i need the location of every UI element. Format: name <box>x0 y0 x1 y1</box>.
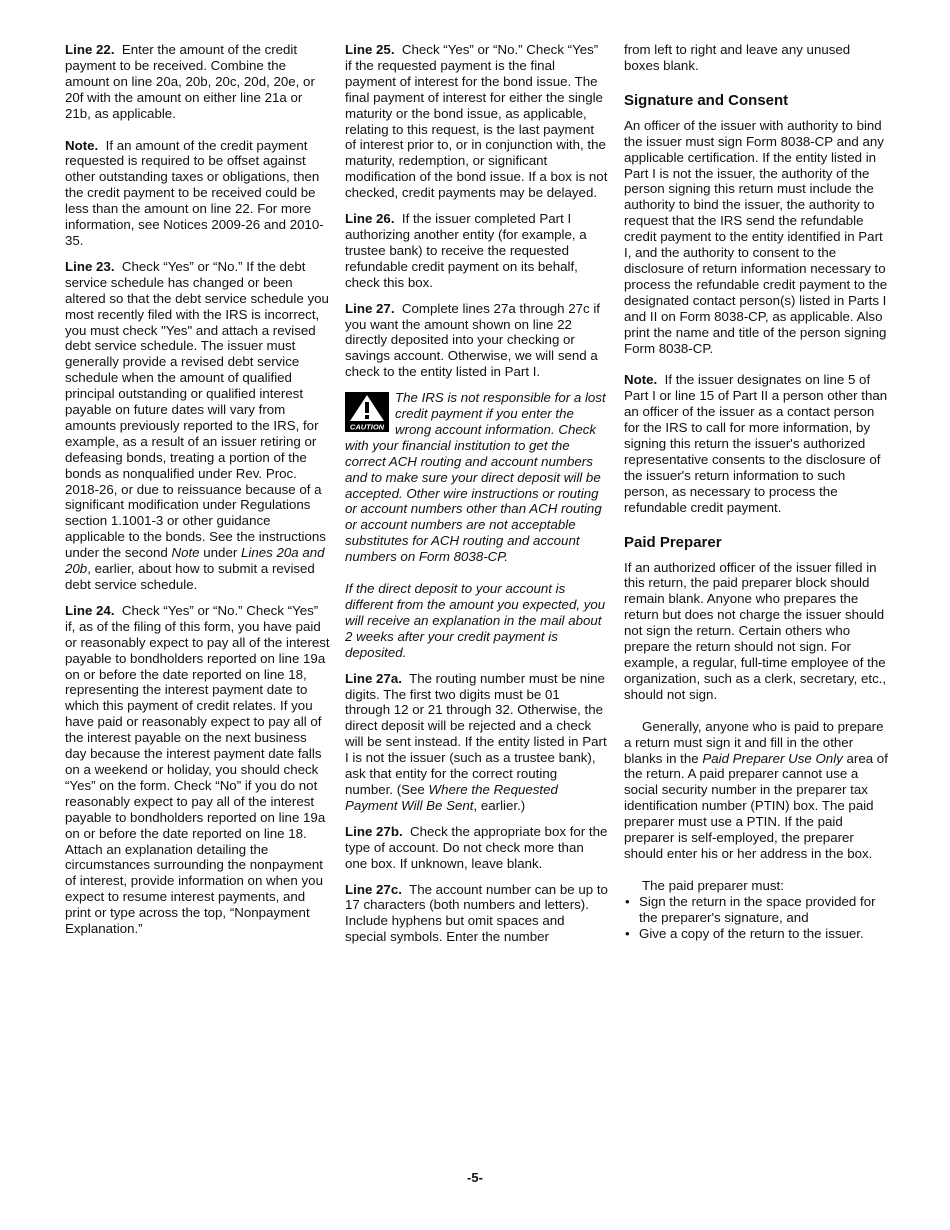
line-27a-text-end: , earlier.) <box>473 797 526 813</box>
line-27c-heading: Line 27c. <box>345 881 402 897</box>
line-24-paragraph <box>65 603 330 937</box>
line-25-text: Check “Yes” or “No.” Check “Yes” if the requested payment is the final payment of interest for the bond issue. The final payment of interest for either the single maturity or the bond issue, as applicable, relating to this request, is the last payment of interest prior to, or in conjunction with, the maturity, redemption, or significant modification of the bond issue. If a box is not checked, credit payments may be delayed. <box>345 42 608 201</box>
caution-text: The IRS is not responsible for a lost credit payment if you enter the wrong account information. Check with your financial institution to get the correct ACH routing and account numbers and to make sure your direct deposit will be accepted. Other wire instructions or routing or account numbers other than ACH routing or account numbers are not acceptable substitutes for ACH routing and account numbers on Form 8038-CP. <box>345 390 606 565</box>
bullet-item: • Give a copy of the return to the issuer. <box>624 926 889 942</box>
column-2 <box>345 42 608 955</box>
line-23-text-under: under <box>203 545 238 561</box>
line-27a-italic-reference: Where the Requested Payment Will Be Sent <box>345 781 558 813</box>
continuation-paragraph <box>624 42 889 74</box>
line-25-paragraph <box>345 42 608 201</box>
line-27b-paragraph <box>345 824 608 872</box>
paid-preparer-text: If an authorized officer of the issuer filled in this return, the paid preparer block should remain blank. Anyone who prepares the return but does not charge the issuer should not sign the return. Certain others who prepare the return should not sign. For example, a regular, full-time employee of the organization, such as a clerk, secretary, etc., should not sign. <box>624 559 887 702</box>
note-heading: Note. <box>65 137 99 153</box>
preparer-must-text: The paid preparer must: <box>642 877 784 893</box>
line-27-heading: Line 27. <box>345 300 395 316</box>
line-27c-paragraph <box>345 882 608 946</box>
continuation-text: from left to right and leave any unused boxes blank. <box>624 42 851 73</box>
deposit-text: If the direct deposit to your account is different from the amount you expected, you will receive an explanation in the mail about 2 weeks after your credit payment is deposited. <box>345 581 606 660</box>
line-23-heading: Line 23. <box>65 258 115 274</box>
issuer-note-paragraph <box>624 372 889 515</box>
line-24-heading: Line 24. <box>65 602 115 618</box>
signature-consent-paragraph <box>624 118 889 357</box>
line-27b-text: Check the appropriate box for the type of account. Do not check more than one box. If unknown, leave blank. <box>345 823 608 871</box>
line-23-text: Check “Yes” or “No.” If the debt service schedule has changed or been altered so that the debt service schedule you most recently filed with the IRS is incorrect, you must check "Yes" and attach a revised debt service schedule. The issuer must generally provide a revised debt service schedule when the amount of qualified principal outstanding or qualified interest payable on future dates will vary from amounts previously reported to the IRS, for example, as a result of an issuer retiring or defeasing bonds, treating a portion of the bonds as nonqualified under Rev. Proc. 2018-26, or due to reissuance because of a significant modification under Regulations section 1.1001-3 or other guidance applicable to the bonds. See the instructions under the second <box>65 258 329 561</box>
line-23-italic-reference: Lines 20a and 20b <box>65 545 325 577</box>
signing-italic-reference: Paid Preparer Use Only <box>702 750 843 766</box>
line-24-text: Check “Yes” or “No.” Check “Yes” if, as of the filing of this form, you have paid or reasonably expect to pay all of the interest payable to bondholders reported on line 19a on or before the date reported on line 18, representing the interest payment date to which this payment of credit relates. If you have paid or reasonably expect to pay all of the interest payable on the next business day because the interest payment date falls on a weekend or holiday, you should check “Yes” on the form. Check “No” if you do not reasonably expect to pay all of the interest payable to bondholders reported on line 19a on or before the date reported on line 18. Attach an explanation detailing the circumstances surrounding the nonpayment of interest, provide information on when you expect to resume interest payments, and print or type across the top, “Nonpayment Explanation.” <box>65 602 330 937</box>
line-22-heading: Line 22. <box>65 42 115 57</box>
issuer-note-heading: Note. <box>624 372 658 388</box>
caution-label: CAUTION <box>349 422 385 432</box>
caution-icon <box>345 392 389 432</box>
line-23-paragraph <box>65 259 330 593</box>
line-27a-heading: Line 27a. <box>345 670 402 686</box>
line-27a-paragraph <box>345 671 608 814</box>
line-22-text: Enter the amount of the credit payment to be received. Combine the amount on line 20a, 20b, 20c, 20d, 20e, or 20f with the amount on either line 21a or 21b, as applicable. <box>65 42 315 121</box>
line-27a-text: The routing number must be nine digits. The first two digits must be 01 through 12 or 21 through 32. Otherwise, the direct deposit will be rejected and a check will be sent instead. If the entity listed in Part I is not the issuer (such as a trustee bank), ask that entity for the correct routing number. (See <box>345 670 607 797</box>
line-26-text: If the issuer completed Part I authorizing another entity (for example, a trustee bank) to receive the requested refundable credit payment on its behalf, check this box. <box>345 211 587 290</box>
signature-consent-text: An officer of the issuer with authority to bind the issuer must sign Form 8038-CP and any applicable certification. If the entity listed in Part I is not the issuer, the authority of the person signing this return must include the authority to bind the issuer, the authority to request that the IRS send the refundable credit payment to the entity identified in Part I, and the authority to consent to the disclosure of return information necessary to process the refundable credit payment to the designated contact person(s) listed in Parts I and II on Form 8038-CP, as applicable. Also print the name and title of the person signing Form 8038-CP. <box>624 117 888 356</box>
line-27-paragraph <box>345 301 608 381</box>
line-27c-text: The account number can be up to 17 characters (both numbers and letters). Include hyphens but omit spaces and special symbols. Enter the number <box>345 881 608 945</box>
line-22-paragraph <box>65 42 330 122</box>
line-23-text-end: , earlier, about how to submit a revised debt service schedule. <box>65 561 315 592</box>
column-1 <box>65 42 330 947</box>
issuer-note-text: If the issuer designates on line 5 of Part I or line 15 of Part II a person other than an officer of the issuer as a contact person for the IRS to call for more information, by signing this return the issuer's authorized representative consents to the disclosure of the issuer's return information to such person, as necessary to process the refundable credit payment. <box>624 372 888 515</box>
signing-text-end: area of the return. A paid preparer cannot use a social security number in the preparer tax identification number (PTIN) box. The paid preparer must use a PTIN. If the paid preparer is self-employed, the preparer should enter his or her address in the box. <box>624 750 888 861</box>
paid-preparer-heading: Paid Preparer <box>624 533 722 551</box>
line-27-text: Complete lines 27a through 27c if you want the amount shown on line 22 directly deposited into your checking or savings account. Otherwise, we will send a check to the entity listed in Part I. <box>345 300 601 380</box>
line-26-heading: Line 26. <box>345 211 395 227</box>
signature-consent-heading: Signature and Consent <box>624 91 789 109</box>
preparer-must-paragraph <box>624 878 889 894</box>
line-25-heading: Line 25. <box>345 42 395 57</box>
line-27b-heading: Line 27b. <box>345 823 403 839</box>
preparer-bullet-list <box>624 894 889 942</box>
paid-preparer-paragraph <box>624 560 889 703</box>
column-3 <box>624 42 889 942</box>
bullet-item: • Sign the return in the space provided for the preparer's signature, and <box>624 894 889 926</box>
deposit-paragraph <box>345 581 608 661</box>
caution-block <box>345 390 608 565</box>
line-26-paragraph <box>345 211 608 291</box>
note-text: If an amount of the credit payment requested is required to be offset against other outstanding taxes or obligations, then the credit payment to be received could be less than the amount on line 22. For more information, see Notices 2009-26 and 2010-35. <box>65 137 324 248</box>
note-paragraph <box>65 138 330 249</box>
paid-preparer-signing-paragraph <box>624 719 889 862</box>
line-23-italic-note: Note <box>171 545 200 561</box>
signing-text: Generally, anyone who is paid to prepare a return must sign it and fill in the other blanks in the <box>624 718 884 766</box>
page-number: -5- <box>467 1170 483 1185</box>
